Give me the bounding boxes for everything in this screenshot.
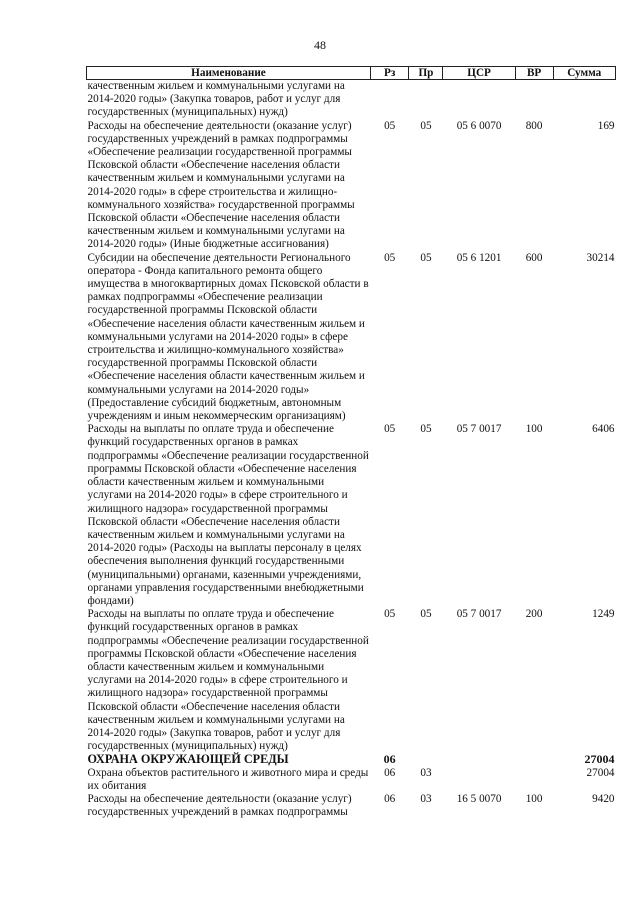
row-vr: 600 bbox=[525, 251, 543, 264]
row-name: качественным жильем и коммунальными услугами на 2014-2020 годы» (Закупка товаров, работ и услуг для государственных (муниципальных) нужд) bbox=[87, 80, 345, 119]
row-name: Охрана объектов растительного и животного мира и среды их обитания bbox=[87, 766, 369, 792]
row-vr bbox=[515, 767, 553, 793]
row-csr: 16 5 0070 bbox=[456, 792, 502, 805]
row-rz: 06 bbox=[384, 766, 396, 779]
row-rz: 05 bbox=[384, 608, 396, 621]
row-name: Расходы на выплаты по оплате труда и обеспечение функций государственных органов в рамках подпрограммы «Обеспечение реализации государственной программы Псковской области «Обеспечение населения области качественным жильем и коммунальными услугами на 2014-2020 годы» в сфере строительного и жилищного надзора» государственной программы Псковской области «Обеспечение населения области качественным жильем и коммунальными услугами на 2014-2020 годы» (Расходы на выплаты персоналу в целях обеспечения выполнения функций государственными (муниципальными) органами, казенными учреждениями, органами управления государственными внебюджетными фондами) bbox=[87, 423, 369, 607]
row-vr: 100 bbox=[525, 423, 543, 436]
row-pr bbox=[409, 80, 443, 120]
row-csr: 05 7 0017 bbox=[456, 423, 502, 436]
row-rz: 06 bbox=[384, 792, 396, 805]
row-sum bbox=[553, 80, 616, 120]
row-rz: 05 bbox=[384, 251, 396, 264]
row-csr: 05 6 1201 bbox=[456, 251, 502, 264]
row-sum: 1249 bbox=[592, 608, 615, 621]
row-name: Расходы на обеспечение деятельности (оказание услуг) государственных учреждений в рамках подпрограммы «Обеспечение реализации государственной программы Псковской области «Обеспечение населения области качественным жильем и коммунальными услугами на 2014-2020 годы» в сфере строительства и жилищно-коммунального хозяйства» государственной программы Псковской области «Обеспечение населения области качественным жильем и коммунальными услугами на 2014-2020 годы» (Иные бюджетные ассигнования) bbox=[87, 119, 355, 251]
column-header-rz: Рз bbox=[370, 67, 409, 80]
row-vr: 200 bbox=[525, 608, 543, 621]
section-title: ОХРАНА ОКРУЖАЮЩЕЙ СРЕДЫ bbox=[87, 752, 289, 767]
column-header-name: Наименование bbox=[87, 67, 371, 80]
row-rz: 06 bbox=[383, 752, 396, 767]
row-sum: 6406 bbox=[592, 423, 615, 436]
table-header-row bbox=[87, 67, 616, 80]
budget-table bbox=[86, 66, 616, 819]
column-header-csr: ЦСР bbox=[443, 67, 515, 80]
row-csr: 05 6 0070 bbox=[456, 119, 502, 132]
row-pr: 05 bbox=[420, 119, 432, 132]
column-header-vr: ВР bbox=[515, 67, 553, 80]
row-rz: 05 bbox=[384, 423, 396, 436]
row-sum: 30214 bbox=[586, 251, 615, 264]
row-vr: 800 bbox=[525, 119, 543, 132]
row-pr: 05 bbox=[420, 423, 432, 436]
row-sum: 9420 bbox=[592, 792, 615, 805]
row-csr bbox=[443, 767, 515, 793]
row-csr: 05 7 0017 bbox=[456, 608, 502, 621]
row-sum: 169 bbox=[597, 119, 615, 132]
column-header-sum: Сумма bbox=[553, 67, 616, 80]
section-row bbox=[87, 753, 616, 766]
row-pr: 05 bbox=[420, 608, 432, 621]
row-rz: 05 bbox=[384, 119, 396, 132]
table-row bbox=[87, 252, 616, 424]
table-row bbox=[87, 767, 616, 793]
table-row bbox=[87, 120, 616, 252]
table-row bbox=[87, 80, 616, 120]
row-vr bbox=[515, 753, 553, 766]
row-rz bbox=[370, 80, 409, 120]
column-header-pr: Пр bbox=[409, 67, 443, 80]
page-number: 48 bbox=[314, 38, 326, 52]
row-vr: 100 bbox=[525, 792, 543, 805]
row-name: Расходы на выплаты по оплате труда и обеспечение функций государственных органов в рамках подпрограммы «Обеспечение реализации государственной программы Псковской области «Обеспечение населения области качественным жильем и коммунальными услугами на 2014-2020 годы» в сфере строительного и жилищного надзора» государственной программы Псковской области «Обеспечение населения области качественным жильем и коммунальными услугами на 2014-2020 годы» (Закупка товаров, работ и услуг для государственных (муниципальных) нужд) bbox=[87, 608, 369, 753]
row-vr bbox=[515, 80, 553, 120]
table-row bbox=[87, 423, 616, 608]
row-csr bbox=[443, 80, 515, 120]
table-row bbox=[87, 608, 616, 753]
table-row bbox=[87, 793, 616, 819]
row-csr bbox=[443, 753, 515, 766]
row-pr: 03 bbox=[420, 792, 432, 805]
row-name: Субсидии на обеспечение деятельности Регионального оператора - Фонда капитального ремонта общего имущества в многоквартирных домах Псковской области в рамках подпрограммы «Обеспечение реализации государственной программы Псковской области «Обеспечение населения области качественным жильем и коммунальными услугами на 2014-2020 годы» в сфере строительства и жилищно-коммунального хозяйства» государственной программы Псковской области «Обеспечение населения области качественным жильем и коммунальными услугами на 2014-2020 годы» (Предоставление субсидий бюджетным, автономным учреждениям и иным некоммерческим организациям) bbox=[87, 251, 369, 423]
row-pr: 03 bbox=[420, 766, 432, 779]
row-pr bbox=[409, 753, 443, 766]
row-sum: 27004 bbox=[586, 766, 615, 779]
section-sum: 27004 bbox=[584, 752, 615, 767]
row-pr: 05 bbox=[420, 251, 432, 264]
row-name: Расходы на обеспечение деятельности (оказание услуг) государственных учреждений в рамках подпрограммы bbox=[87, 792, 352, 819]
